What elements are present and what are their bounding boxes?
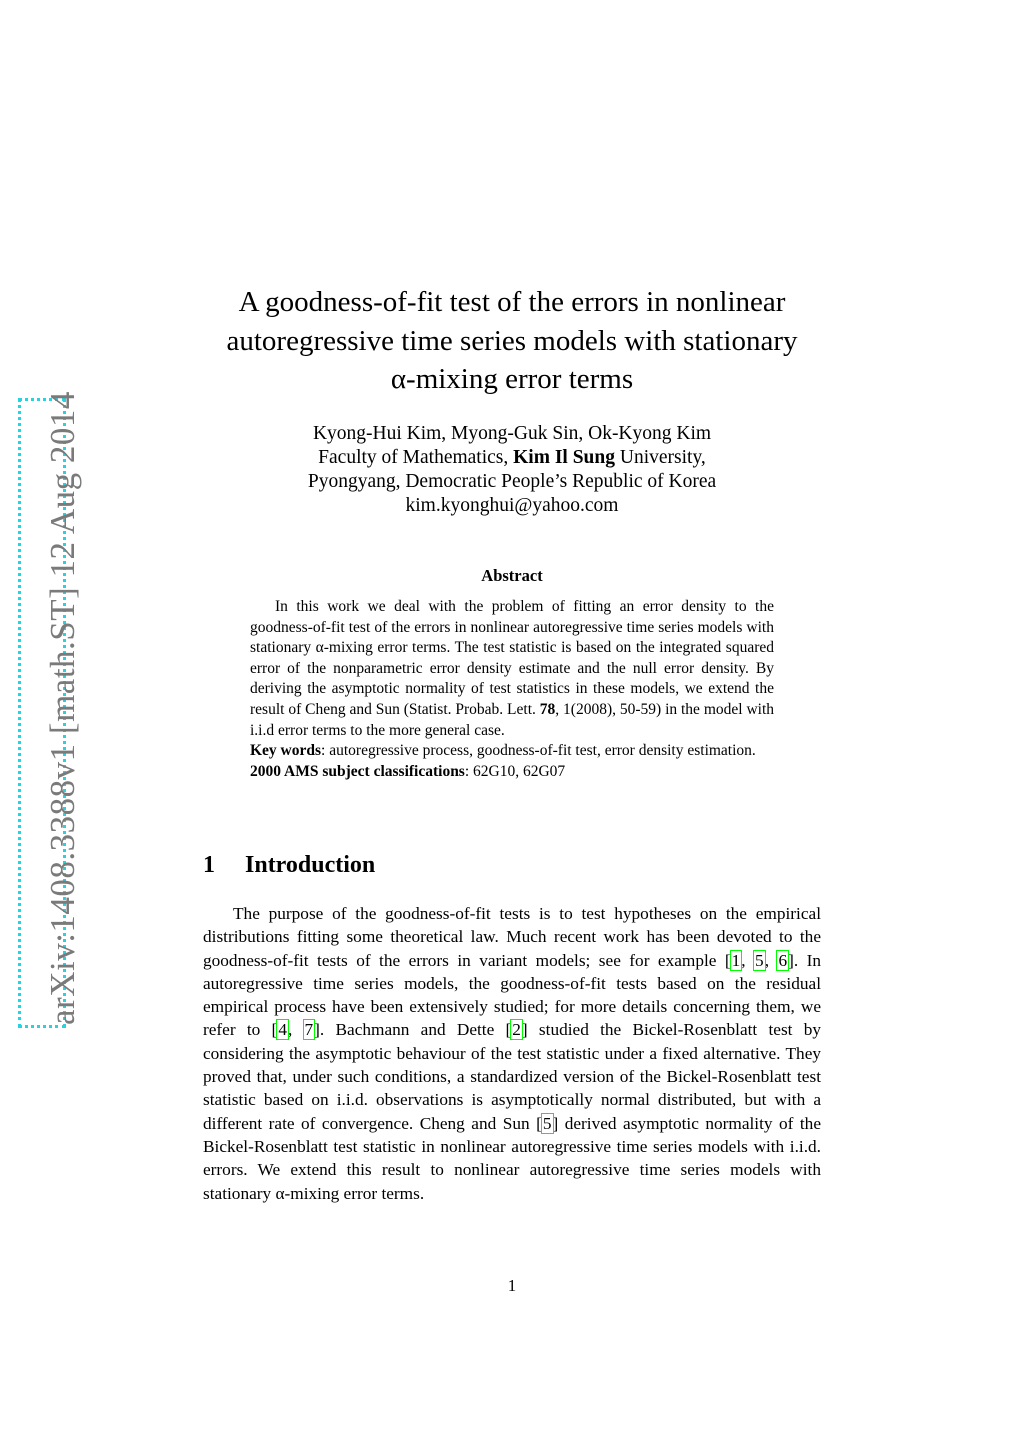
citation-link[interactable]: 7 bbox=[304, 1020, 314, 1040]
section-number: 1 bbox=[203, 852, 215, 878]
abstract-body bbox=[250, 597, 774, 782]
intro-text: , bbox=[764, 950, 778, 970]
abstract-heading: Abstract bbox=[481, 566, 543, 585]
title-line-3: α-mixing error terms bbox=[390, 363, 634, 395]
intro-text: , bbox=[741, 950, 755, 970]
intro-text: The purpose of the goodness-of-fit tests is to test hypotheses on the empirical distributions fitting some theoretical law. Much recent work has been devoted to the goodness-of-fit tests of the errors in variant models; see for example [ bbox=[203, 904, 821, 970]
title-line-1: A goodness-of-fit test of the errors in nonlinear bbox=[238, 286, 786, 318]
abstract-text-b: , 1(2008), 50-59) in the model with i.i.d error terms to the more general case. bbox=[250, 700, 774, 739]
intro-text: , bbox=[287, 1020, 304, 1040]
paper-title bbox=[200, 283, 824, 399]
ams-classification bbox=[250, 762, 774, 783]
author-email: kim.kyonghui@yahoo.com bbox=[405, 495, 619, 516]
abstract-paragraph bbox=[250, 597, 774, 741]
author-names: Kyong-Hui Kim, Myong-Guk Sin, Ok-Kyong Kim bbox=[312, 423, 712, 444]
intro-text: ] studied the Bickel-Rosenblatt test by considering the asymptotic behaviour of the test statistic under a fixed alternative. They proved that, under such conditions, a standardized version of the Bickel-Rosenblatt test statistic based on i.i.d. observations is asymptotically normal distributed, but with a different rate of convergence. Cheng and Sun [ bbox=[203, 1020, 822, 1133]
abstract-text-a: In this work we deal with the problem of fitting an error density to the goodness-of-fit test of the errors in nonlinear autoregressive time series models with stationary α-mixing error terms. The test statistic is based on the integrated squared error of the nonparametric error density estimate and the null error density. By deriving the asymptotic normality of test statistics in these models, we extend the result of Cheng and Sun (Statist. Probab. Lett. bbox=[250, 598, 774, 718]
citation-link[interactable]: 6 bbox=[778, 950, 788, 970]
title-line-2: autoregressive time series models with stationary bbox=[226, 324, 798, 357]
affiliation-university: Kim Il Sung bbox=[513, 447, 615, 468]
author-affiliation bbox=[200, 446, 824, 470]
section-title: Introduction bbox=[245, 852, 376, 878]
ams-text: : 62G10, 62G07 bbox=[464, 762, 566, 780]
abstract-volume: 78 bbox=[539, 700, 556, 718]
intro-paragraph bbox=[203, 902, 821, 1205]
citation-link[interactable]: 5 bbox=[542, 1113, 552, 1133]
keywords bbox=[250, 741, 774, 762]
citation-link[interactable]: 2 bbox=[512, 1020, 521, 1040]
intro-text: ]. Bachmann and Dette [ bbox=[314, 1020, 512, 1040]
page-number: 1 bbox=[507, 1276, 517, 1295]
citation-link[interactable]: 1 bbox=[731, 950, 741, 970]
ams-label: 2000 AMS subject classifications bbox=[250, 762, 465, 780]
keywords-label: Key words bbox=[250, 742, 322, 760]
author-address: Pyongyang, Democratic People’s Republic of Korea bbox=[307, 471, 717, 492]
intro-text: ]. In autoregressive time series models, the goodness-of-fit tests based on the residual empirical process have been extensively studied; for more details concerning them, we refer to [ bbox=[203, 950, 822, 1040]
section-heading bbox=[203, 852, 375, 879]
citation-link[interactable]: 4 bbox=[278, 1020, 287, 1040]
keywords-text: : autoregressive process, goodness-of-fit test, error density estimation. bbox=[321, 742, 756, 760]
intro-text: ] derived asymptotic normality of the Bickel-Rosenblatt test statistic in nonlinear autoregressive time series models with i.i.d. errors. We extend this result to nonlinear autoregressive time series models with stationary α-mixing error terms. bbox=[203, 1113, 821, 1203]
citation-link[interactable]: 5 bbox=[755, 950, 764, 970]
author-block bbox=[200, 422, 824, 518]
affiliation-suffix: University, bbox=[615, 447, 706, 468]
affiliation-prefix: Faculty of Mathematics, bbox=[318, 447, 514, 468]
arxiv-stamp: arXiv:1408.3388v1 [math.ST] 12 Aug 2014 bbox=[43, 391, 82, 1025]
